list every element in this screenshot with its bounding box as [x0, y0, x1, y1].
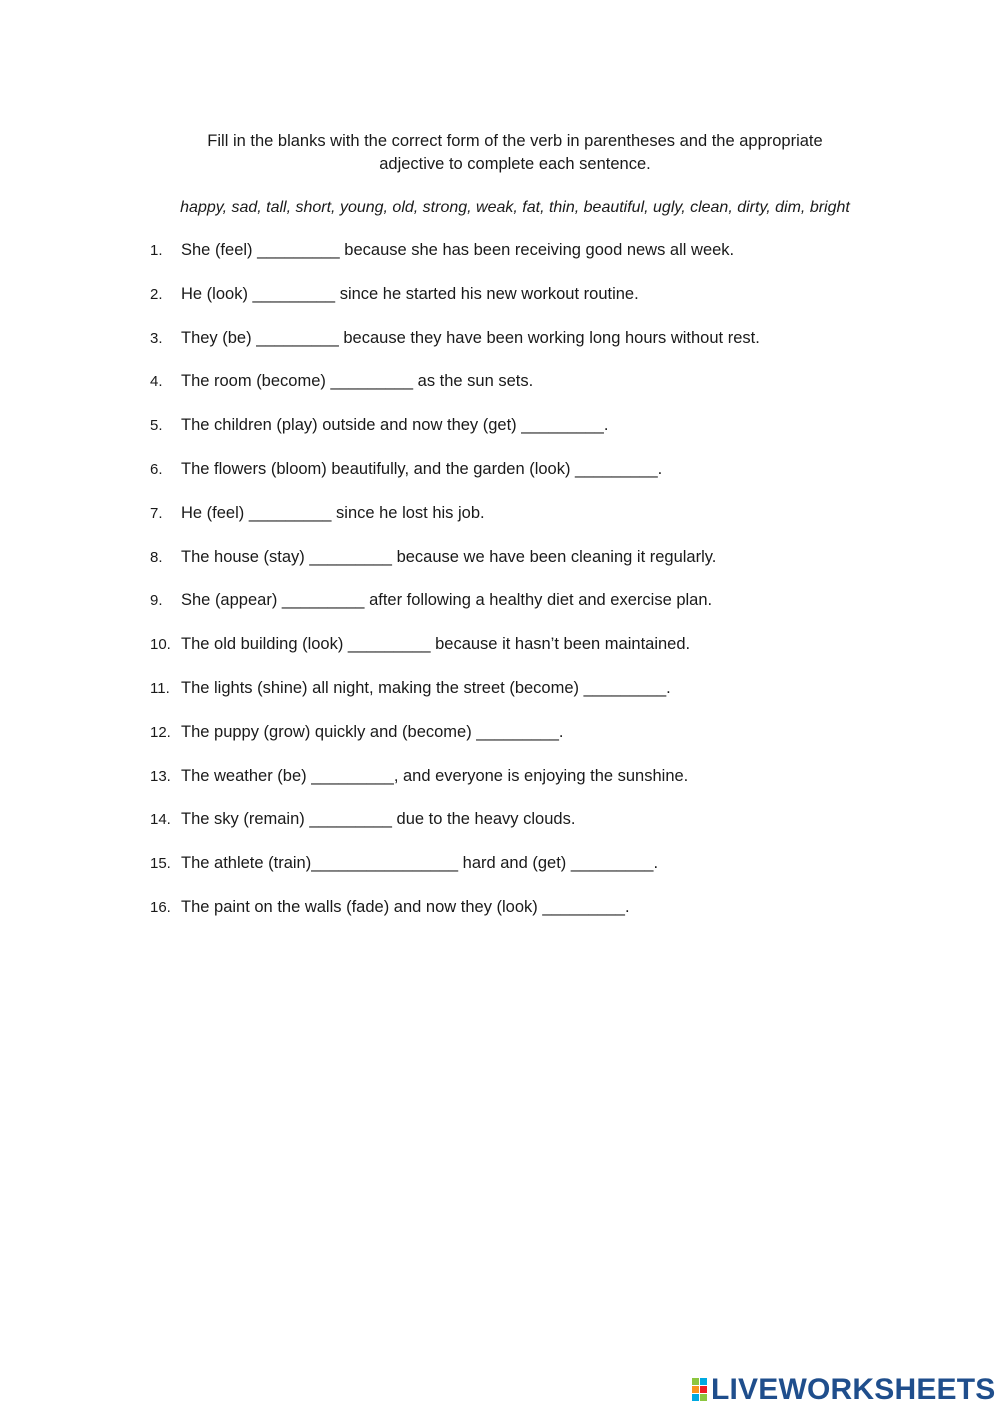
question-number: 1. [150, 242, 163, 259]
question-text: The house (stay) _________ because we have been cleaning it regularly. [181, 547, 717, 566]
liveworksheets-logo[interactable] [692, 1373, 996, 1406]
question-item [150, 370, 910, 414]
question-text: The lights (shine) all night, making the street (become) _________. [181, 678, 671, 697]
question-text: The athlete (train)________________ hard and (get) _________. [181, 854, 659, 873]
question-number: 16. [150, 898, 171, 916]
question-item [150, 502, 910, 546]
question-item [150, 239, 910, 283]
question-number: 12. [150, 723, 171, 741]
question-item [150, 283, 910, 327]
question-item [150, 765, 910, 809]
question-item [150, 677, 910, 721]
question-number: 6. [150, 460, 163, 478]
question-text: He (feel) _________ since he lost his job. [181, 503, 485, 522]
question-item [150, 896, 910, 940]
question-number: 8. [150, 548, 163, 566]
question-text: The flowers (bloom) beautifully, and the garden (look) _________. [181, 459, 663, 478]
question-item [150, 589, 910, 633]
question-text: The children (play) outside and now they (get) _________. [181, 416, 609, 435]
question-text: The old building (look) _________ because it hasn’t been maintained. [181, 635, 691, 654]
question-number: 11. [150, 679, 170, 697]
question-text: She (appear) _________ after following a healthy diet and exercise plan. [181, 591, 713, 610]
question-number: 10. [150, 636, 171, 654]
question-item [150, 808, 910, 852]
question-text: He (look) _________ since he started his new workout routine. [181, 284, 639, 303]
question-list [150, 239, 910, 940]
question-number: 7. [150, 504, 163, 522]
question-number: 2. [150, 285, 163, 303]
question-number: 15. [150, 855, 171, 873]
question-text: She (feel) _________ because she has been receiving good news all week. [181, 241, 735, 259]
question-number: 5. [150, 417, 163, 435]
question-number: 4. [150, 373, 163, 391]
instructions-line-2: adjective to complete each sentence. [379, 155, 651, 173]
question-text: The sky (remain) _________ due to the heavy clouds. [181, 810, 576, 829]
question-item [150, 633, 910, 677]
question-item [150, 414, 910, 458]
liveworksheets-logo-text: LIVEWORKSHEETS [711, 1373, 996, 1406]
question-item [150, 546, 910, 590]
liveworksheets-logo-icon [692, 1378, 708, 1402]
question-item [150, 721, 910, 765]
instructions-line-1: Fill in the blanks with the correct form of the verb in parentheses and the appropriate [207, 132, 823, 150]
question-number: 14. [150, 811, 171, 829]
instructions [150, 130, 880, 176]
question-text: The paint on the walls (fade) and now they (look) _________. [181, 897, 630, 916]
question-number: 13. [150, 767, 171, 785]
question-text: They (be) _________ because they have been working long hours without rest. [181, 328, 760, 347]
word-bank: happy, sad, tall, short, young, old, strong, weak, fat, thin, beautiful, ugly, clean, dirty, dim, bright [180, 199, 850, 216]
question-number: 9. [150, 592, 163, 610]
question-item [150, 327, 910, 371]
question-text: The weather (be) _________, and everyone is enjoying the sunshine. [181, 766, 689, 785]
question-item [150, 852, 910, 896]
question-item [150, 458, 910, 502]
question-text: The puppy (grow) quickly and (become) _________. [181, 722, 564, 741]
question-text: The room (become) _________ as the sun sets. [181, 372, 534, 391]
question-number: 3. [150, 329, 163, 347]
